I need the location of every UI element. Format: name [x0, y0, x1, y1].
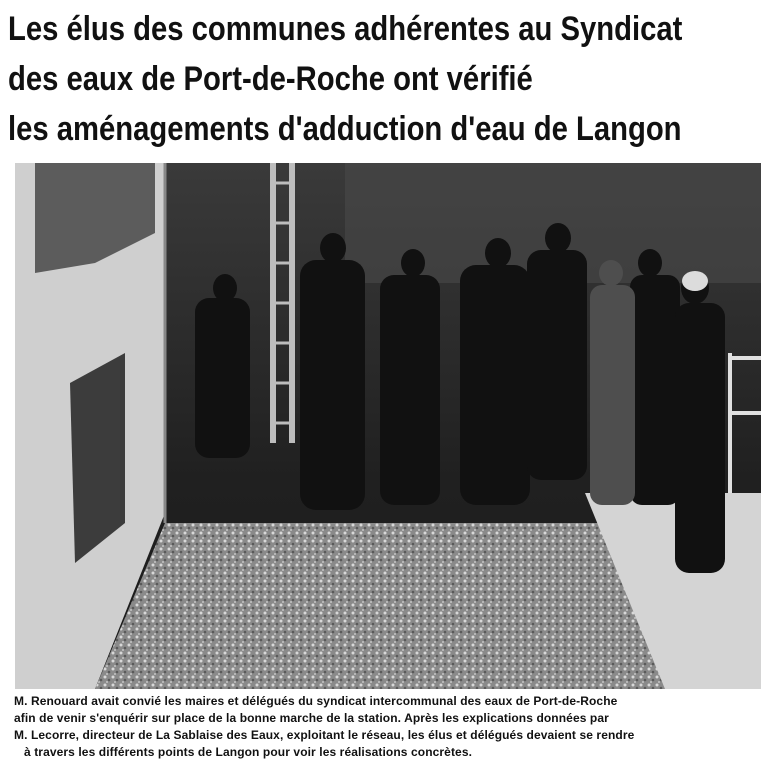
caption-line-3: M. Lecorre, directeur de La Sablaise des Eaux, exploitant le réseau, les élus et délégués devaient se rendre: [14, 728, 635, 742]
caption-line-1: M. Renouard avait convié les maires et délégués du syndicat intercommunal des eaux de Port-de-Roche: [14, 694, 618, 708]
headline-line-1: Les élus des communes adhérentes au Syndicat: [8, 10, 683, 48]
caption-line-2: afin de venir s'enquérir sur place de la bonne marche de la station. Après les explications données par: [14, 711, 609, 725]
article-photo: [15, 163, 761, 689]
headline-line-3: les aménagements d'adduction d'eau de Langon: [8, 110, 682, 148]
photo-caption: [14, 693, 762, 761]
headline-line-2: des eaux de Port-de-Roche ont vérifié: [8, 60, 533, 98]
photo-illustration: [15, 163, 761, 689]
article-headline: [8, 4, 683, 154]
caption-line-4: à travers les différents points de Langon pour voir les réalisations concrètes.: [24, 745, 473, 759]
